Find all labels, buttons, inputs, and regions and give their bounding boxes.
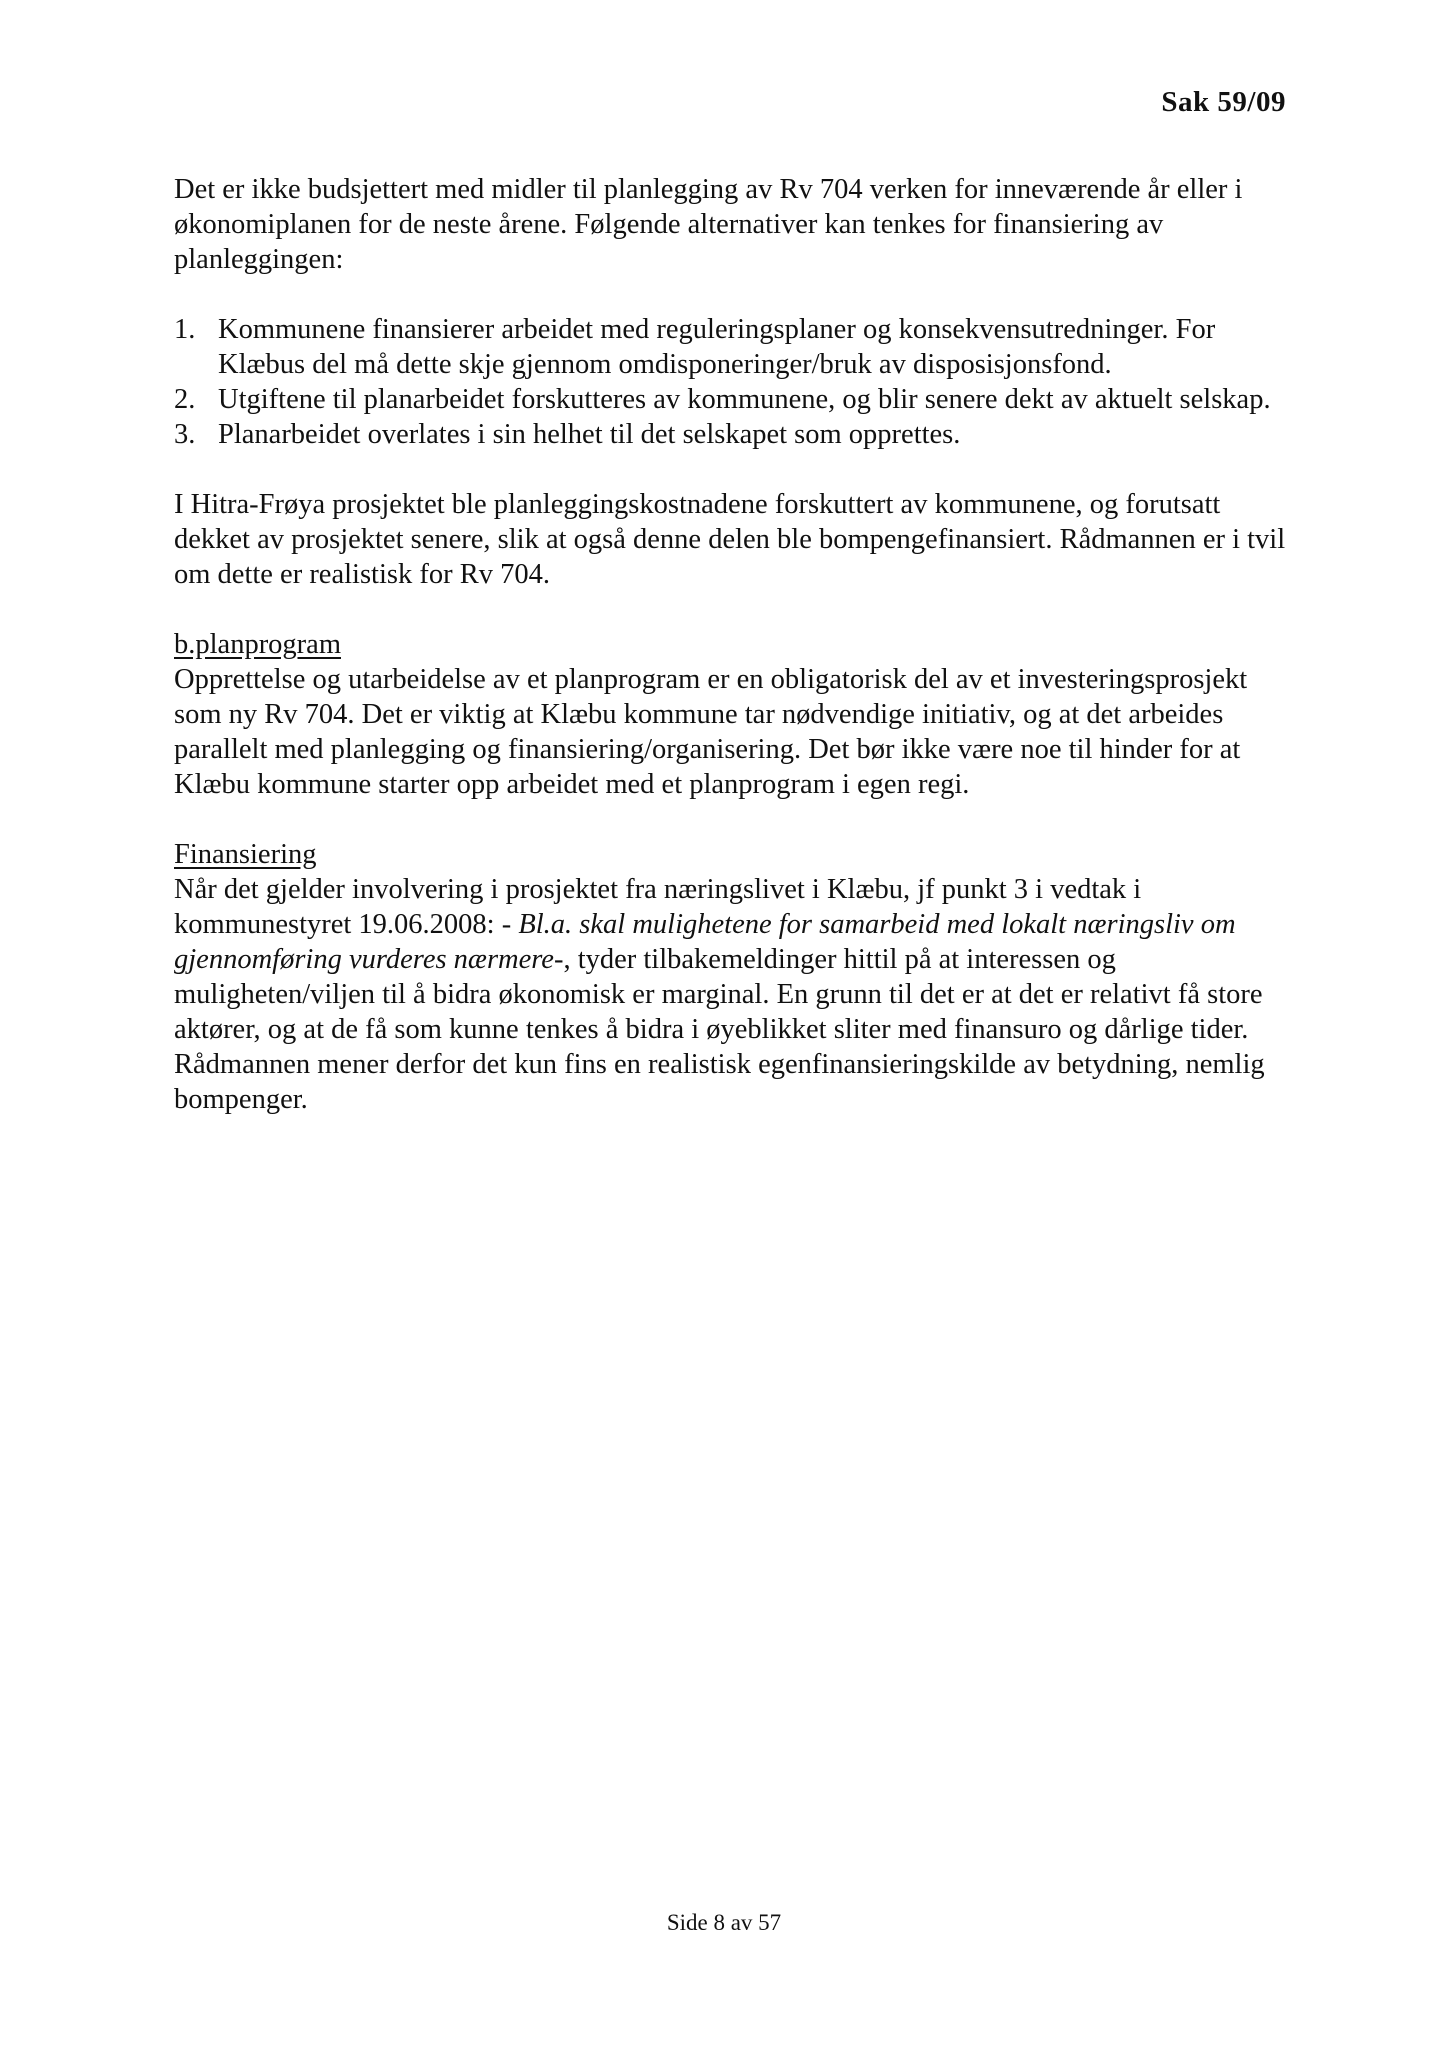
case-number: Sak 59/09 [1161, 86, 1286, 118]
planprogram-heading: b.planprogram [174, 629, 341, 660]
list-item-number: 3. [174, 419, 196, 450]
list-item-text: Kommunene finansierer arbeidet med reguleringsplaner og konsekvensutredninger. For Klæbus del må dette skje gjennom omdisponeringer/bruk av disposisjonsfond. [218, 314, 1216, 380]
page-number: Side 8 av 57 [666, 1910, 782, 1935]
finansiering-heading: Finansiering [174, 839, 317, 870]
finansiering-text-before: Når det gjelder involvering i prosjektet fra næringslivet i Klæbu, jf punkt 3 i vedtak i kommunestyret 19.06.2008: - [174, 874, 1142, 940]
planprogram-section [174, 627, 1294, 802]
list-item-text: Planarbeidet overlates i sin helhet til det selskapet som opprettes. [218, 419, 961, 450]
list-item-number: 1. [174, 314, 196, 345]
finansiering-text-after: , tyder tilbakemeldinger hittil på at interessen og muligheten/viljen til å bidra økonomisk er marginal. En grunn til det er at det er relativt få store aktører, og at de få som kunne tenkes å bidra i øyeblikket sliter med finansuro og dårlige tider. Rådmannen mener derfor det kun fins en realistisk egenfinansieringskilde av betydning, nemlig bompenger. [174, 944, 1265, 1115]
list-item [174, 417, 1294, 452]
list-item [174, 312, 1294, 382]
financing-alternatives-list [174, 312, 1294, 452]
document-body [174, 172, 1294, 1152]
list-item-text: Utgiftene til planarbeidet forskutteres av kommunene, og blir senere dekt av aktuelt selskap. [218, 384, 1271, 415]
planprogram-paragraph: Opprettelse og utarbeidelse av et planprogram er en obligatorisk del av et investeringsprosjekt som ny Rv 704. Det er viktig at Klæbu kommune tar nødvendige initiativ, og at det arbeides parallelt med planlegging og finansiering/organisering. Det bør ikke være noe til hinder for at Klæbu kommune starter opp arbeidet med et planprogram i egen regi. [174, 664, 1248, 800]
list-item [174, 382, 1294, 417]
finansiering-section [174, 837, 1294, 1117]
list-item-number: 2. [174, 384, 196, 415]
finansiering-quote: Bl.a. skal mulighetene for samarbeid med lokalt næringsliv om gjennomføring vurderes nærmere- [174, 909, 1236, 975]
finansiering-paragraph [174, 874, 1265, 1115]
hitra-paragraph: I Hitra-Frøya prosjektet ble planleggingskostnadene forskuttert av kommunene, og forutsatt dekket av prosjektet senere, slik at også denne delen ble bompengefinansiert. Rådmannen er i tvil om dette er realistisk for Rv 704. [174, 489, 1286, 590]
intro-paragraph: Det er ikke budsjettert med midler til planlegging av Rv 704 verken for inneværende år eller i økonomiplanen for de neste årene. Følgende alternativer kan tenkes for finansiering av planleggingen: [174, 174, 1243, 275]
